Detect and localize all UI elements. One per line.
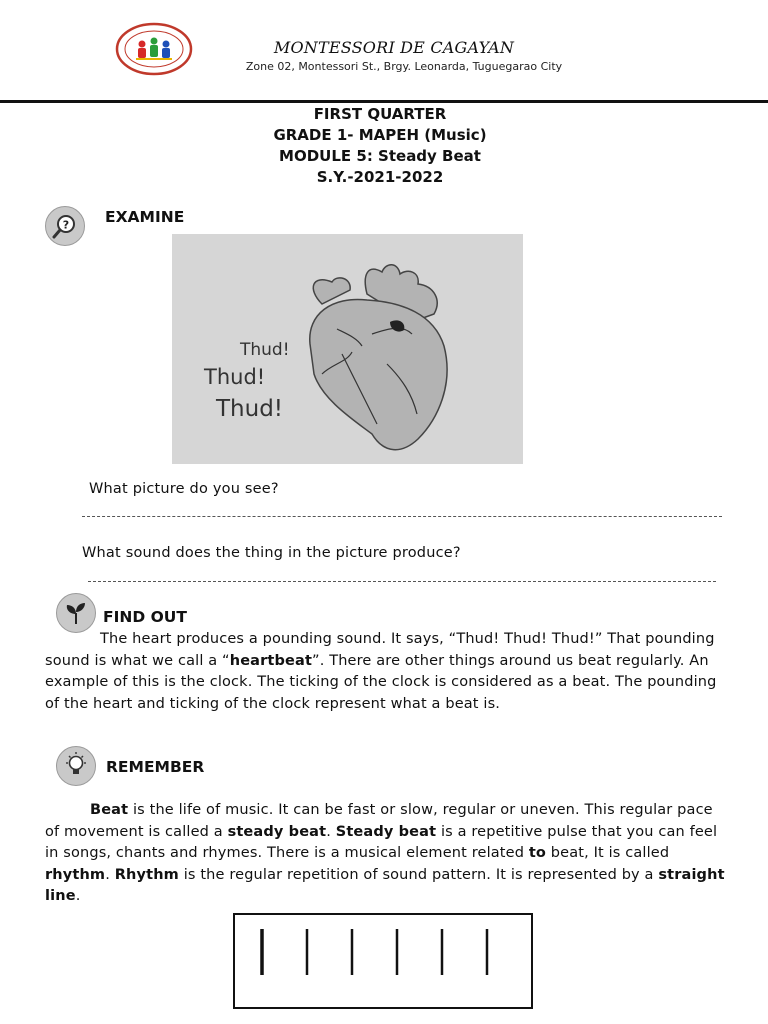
school-name: MONTESSORI DE CAGAYAN [273,38,515,57]
sprout-icon [56,593,96,633]
lightbulb-icon [56,746,96,786]
find-out-paragraph: The heart produces a pounding sound. It says, “Thud! Thud! Thud!” That pounding sound is what we call a “heartbeat”. There are other things around us beat regularly. An example of this is the clock. The ticking of the clock is considered as a beat. The pounding of the heart and ticking of the clock represent what a beat is. [45,631,717,712]
header-divider [0,100,768,103]
question-picture: What picture do you see? [89,481,279,497]
examine-heading: EXAMINE [105,208,185,226]
module-label: MODULE 5: Steady Beat [279,147,481,165]
magnifier-question-icon [45,206,85,246]
thud-word-3: Thud! [216,396,284,422]
remember-heading: REMEMBER [106,758,205,776]
answer-line-1[interactable] [82,515,722,517]
svg-text:?: ? [62,218,70,232]
thud-word-1: Thud! [240,340,290,360]
find-out-heading: FIND OUT [103,608,187,626]
school-address: Zone 02, Montessori St., Brgy. Leonarda, Tuguegarao City [245,60,563,73]
rhythm-lines-box [233,913,533,1009]
school-year-label: S.Y.-2021-2022 [316,168,444,186]
quarter-label: FIRST QUARTER [313,105,447,123]
answer-line-2[interactable] [88,580,716,582]
heart-picture [172,234,523,464]
grade-subject-label: GRADE 1- MAPEH (Music) [273,126,487,144]
thud-word-2: Thud! [204,365,266,389]
remember-paragraph: Beat is the life of music. It can be fast or slow, regular or uneven. This regular pace of movement is called a steady beat. Steady beat is a repetitive pulse that you can feel in songs, chants and rhymes. There is a musical element related to beat, It is called rhythm. Rhythm is the regular repetition of sound pattern. It is represented by a straight line. [45,802,725,904]
rhythm-lines [235,915,531,1007]
module-title [0,104,768,188]
question-sound: What sound does the thing in the picture produce? [82,545,461,561]
